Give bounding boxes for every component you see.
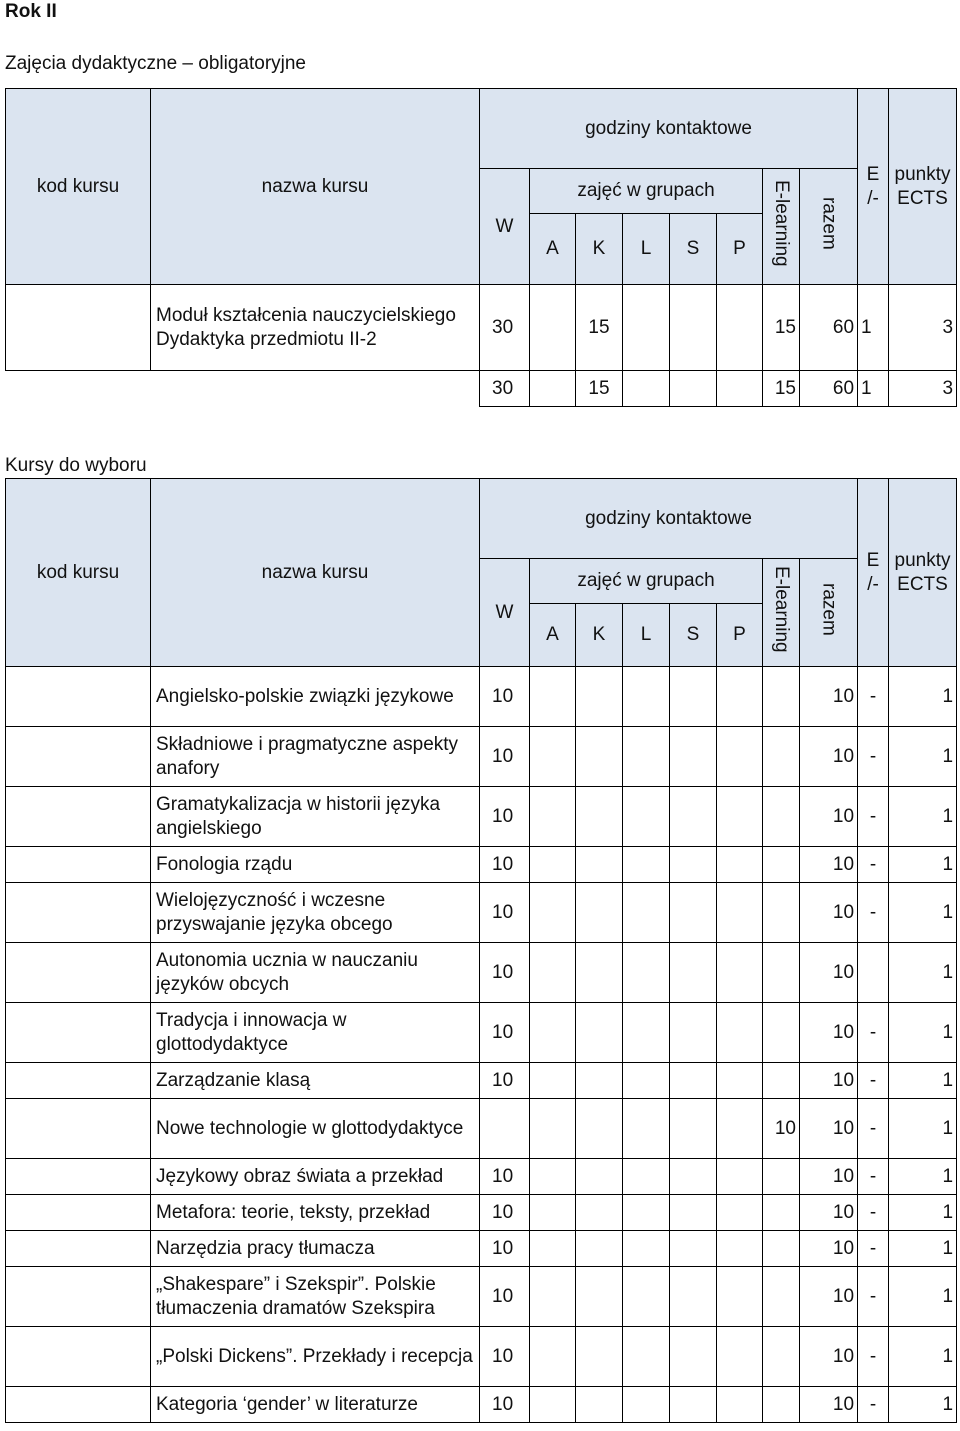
- section-title-obligatory: Zajęcia dydaktyczne – obligatoryjne: [5, 53, 307, 74]
- header-l: L: [623, 214, 670, 285]
- header-ects: punkty ECTS: [889, 479, 957, 667]
- course-code: [6, 1099, 151, 1159]
- header-p: P: [717, 214, 763, 285]
- table-row: [6, 1267, 957, 1327]
- course-name: Językowy obraz świata a przekład: [151, 1159, 480, 1195]
- table-row: [6, 883, 957, 943]
- course-name: Fonologia rządu: [151, 847, 480, 883]
- total-value: 10: [800, 883, 858, 943]
- course-name: Tradycja i innowacja w glottodydaktyce: [151, 1003, 480, 1063]
- table-row: [6, 667, 957, 727]
- ects-total: 3: [889, 371, 957, 407]
- course-code: [6, 1387, 151, 1423]
- course-code: [6, 943, 151, 1003]
- course-code: [6, 1195, 151, 1231]
- elearning-value: [763, 667, 800, 727]
- elearning-value: [763, 1327, 800, 1387]
- w-value: [480, 1099, 530, 1159]
- total-value: 10: [800, 1003, 858, 1063]
- section-title-elective: Kursy do wyboru: [5, 455, 147, 476]
- table-row: [6, 1195, 957, 1231]
- elearning-value: [763, 1231, 800, 1267]
- ects-value: 1: [889, 1159, 957, 1195]
- header-l: L: [623, 604, 670, 667]
- header-elearning: E-learning: [763, 559, 800, 667]
- course-code: [6, 787, 151, 847]
- course-name: „Shakespare” i Szekspir”. Polskie tłumaczenia dramatów Szekspira: [151, 1267, 480, 1327]
- table-row: [6, 1231, 957, 1267]
- course-name: Wielojęzyczność i wczesne przyswajanie języka obcego: [151, 883, 480, 943]
- w-value: 10: [480, 1327, 530, 1387]
- w-value: 10: [480, 727, 530, 787]
- course-code: [6, 1327, 151, 1387]
- header-course-name: nazwa kursu: [151, 479, 480, 667]
- header-s: S: [670, 604, 717, 667]
- header-exam: E /-: [858, 89, 889, 285]
- table-row: [6, 1159, 957, 1195]
- course-name: Angielsko-polskie związki językowe: [151, 667, 480, 727]
- total-total: 60: [800, 371, 858, 407]
- header-s: S: [670, 214, 717, 285]
- exam-value: -: [858, 1003, 889, 1063]
- course-code: [6, 1267, 151, 1327]
- ects-value: 3: [889, 285, 957, 371]
- header-k: K: [576, 214, 623, 285]
- k-total: 15: [576, 371, 623, 407]
- elearning-value: [763, 1003, 800, 1063]
- total-value: 10: [800, 1231, 858, 1267]
- header-a: A: [530, 604, 576, 667]
- table-row: [6, 727, 957, 787]
- w-value: 10: [480, 1003, 530, 1063]
- year-heading: Rok II: [5, 1, 57, 22]
- course-code: [6, 1003, 151, 1063]
- course-code: [6, 285, 151, 371]
- exam-value: -: [858, 1327, 889, 1387]
- course-code: [6, 1231, 151, 1267]
- course-name: Składniowe i pragmatyczne aspekty anafory: [151, 727, 480, 787]
- elearning-value: [763, 847, 800, 883]
- table-row: [6, 1099, 957, 1159]
- course-code: [6, 667, 151, 727]
- header-contact-hours: godziny kontaktowe: [480, 89, 858, 169]
- ects-value: 1: [889, 1063, 957, 1099]
- w-value: 10: [480, 883, 530, 943]
- ects-value: 1: [889, 727, 957, 787]
- ects-value: 1: [889, 667, 957, 727]
- elearning-value: [763, 883, 800, 943]
- exam-total: 1: [858, 371, 889, 407]
- header-course-name: nazwa kursu: [151, 89, 480, 285]
- w-value: 10: [480, 943, 530, 1003]
- w-value: 10: [480, 787, 530, 847]
- ects-value: 1: [889, 1003, 957, 1063]
- elearning-value: [763, 787, 800, 847]
- ects-value: 1: [889, 1231, 957, 1267]
- total-value: 10: [800, 727, 858, 787]
- table-row: [6, 1327, 957, 1387]
- w-value: 10: [480, 1231, 530, 1267]
- exam-value: -: [858, 1063, 889, 1099]
- elearning-total: 15: [763, 371, 800, 407]
- exam-value: -: [858, 1267, 889, 1327]
- course-name: Nowe technologie w glottodydaktyce: [151, 1099, 480, 1159]
- course-code: [6, 847, 151, 883]
- header-group-classes: zajęć w grupach: [530, 169, 763, 214]
- table-row: [6, 943, 957, 1003]
- header-w: W: [480, 559, 530, 667]
- exam-value: -: [858, 847, 889, 883]
- exam-value: -: [858, 727, 889, 787]
- header-ects: punkty ECTS: [889, 89, 957, 285]
- ects-value: 1: [889, 1099, 957, 1159]
- ects-value: 1: [889, 1267, 957, 1327]
- ects-value: 1: [889, 787, 957, 847]
- elearning-value: [763, 1063, 800, 1099]
- exam-value: -: [858, 1195, 889, 1231]
- header-k: K: [576, 604, 623, 667]
- total-value: 10: [800, 1387, 858, 1423]
- exam-value: -: [858, 1231, 889, 1267]
- exam-value: -: [858, 1159, 889, 1195]
- course-name: Kategoria ‘gender’ w literaturze: [151, 1387, 480, 1423]
- elearning-value: [763, 1267, 800, 1327]
- total-value: 60: [800, 285, 858, 371]
- w-value: 10: [480, 667, 530, 727]
- course-name: Narzędzia pracy tłumacza: [151, 1231, 480, 1267]
- ects-value: 1: [889, 1387, 957, 1423]
- total-value: 10: [800, 1327, 858, 1387]
- table-row: [6, 285, 957, 371]
- header-w: W: [480, 169, 530, 285]
- w-value: 30: [480, 285, 530, 371]
- obligatory-courses-table: [5, 88, 957, 407]
- table-row: [6, 787, 957, 847]
- exam-value: -: [858, 883, 889, 943]
- course-name: „Polski Dickens”. Przekłady i recepcja: [151, 1327, 480, 1387]
- ects-value: 1: [889, 883, 957, 943]
- total-value: 10: [800, 943, 858, 1003]
- elearning-value: [763, 727, 800, 787]
- total-value: 10: [800, 847, 858, 883]
- table-row: [6, 1003, 957, 1063]
- total-value: 10: [800, 1195, 858, 1231]
- elearning-value: [763, 1195, 800, 1231]
- table-row: [6, 1387, 957, 1423]
- w-value: 10: [480, 1387, 530, 1423]
- header-course-code: kod kursu: [6, 89, 151, 285]
- elearning-value: [763, 1159, 800, 1195]
- ects-value: 1: [889, 1195, 957, 1231]
- table-row: [6, 1063, 957, 1099]
- header-a: A: [530, 214, 576, 285]
- course-code: [6, 883, 151, 943]
- course-name: Moduł kształcenia nauczycielskiego Dydaktyka przedmiotu II-2: [151, 285, 480, 371]
- course-code: [6, 727, 151, 787]
- w-value: 10: [480, 1063, 530, 1099]
- header-course-code: kod kursu: [6, 479, 151, 667]
- course-name: Gramatykalizacja w historii języka angielskiego: [151, 787, 480, 847]
- elective-courses-table: [5, 478, 957, 1423]
- ects-value: 1: [889, 943, 957, 1003]
- header-contact-hours: godziny kontaktowe: [480, 479, 858, 559]
- header-p: P: [717, 604, 763, 667]
- totals-row: [6, 371, 957, 407]
- course-code: [6, 1063, 151, 1099]
- w-value: 10: [480, 1267, 530, 1327]
- total-value: 10: [800, 1099, 858, 1159]
- course-name: Autonomia ucznia w nauczaniu języków obcych: [151, 943, 480, 1003]
- k-value: 15: [576, 285, 623, 371]
- elearning-value: [763, 943, 800, 1003]
- table-row: [6, 847, 957, 883]
- w-total: 30: [480, 371, 530, 407]
- header-total: razem: [800, 559, 858, 667]
- exam-value: -: [858, 1387, 889, 1423]
- w-value: 10: [480, 1159, 530, 1195]
- exam-value: -: [858, 1099, 889, 1159]
- elearning-value: [763, 1387, 800, 1423]
- total-value: 10: [800, 1159, 858, 1195]
- ects-value: 1: [889, 847, 957, 883]
- header-group-classes: zajęć w grupach: [530, 559, 763, 604]
- course-name: Zarządzanie klasą: [151, 1063, 480, 1099]
- course-code: [6, 1159, 151, 1195]
- exam-value: -: [858, 667, 889, 727]
- total-value: 10: [800, 1267, 858, 1327]
- total-value: 10: [800, 787, 858, 847]
- header-elearning: E-learning: [763, 169, 800, 285]
- exam-value: 1: [858, 285, 889, 371]
- course-name: Metafora: teorie, teksty, przekład: [151, 1195, 480, 1231]
- w-value: 10: [480, 1195, 530, 1231]
- elearning-value: 15: [763, 285, 800, 371]
- header-total: razem: [800, 169, 858, 285]
- elearning-value: 10: [763, 1099, 800, 1159]
- header-exam: E /-: [858, 479, 889, 667]
- total-value: 10: [800, 1063, 858, 1099]
- total-value: 10: [800, 667, 858, 727]
- w-value: 10: [480, 847, 530, 883]
- exam-value: -: [858, 787, 889, 847]
- exam-value: [858, 943, 889, 1003]
- ects-value: 1: [889, 1327, 957, 1387]
